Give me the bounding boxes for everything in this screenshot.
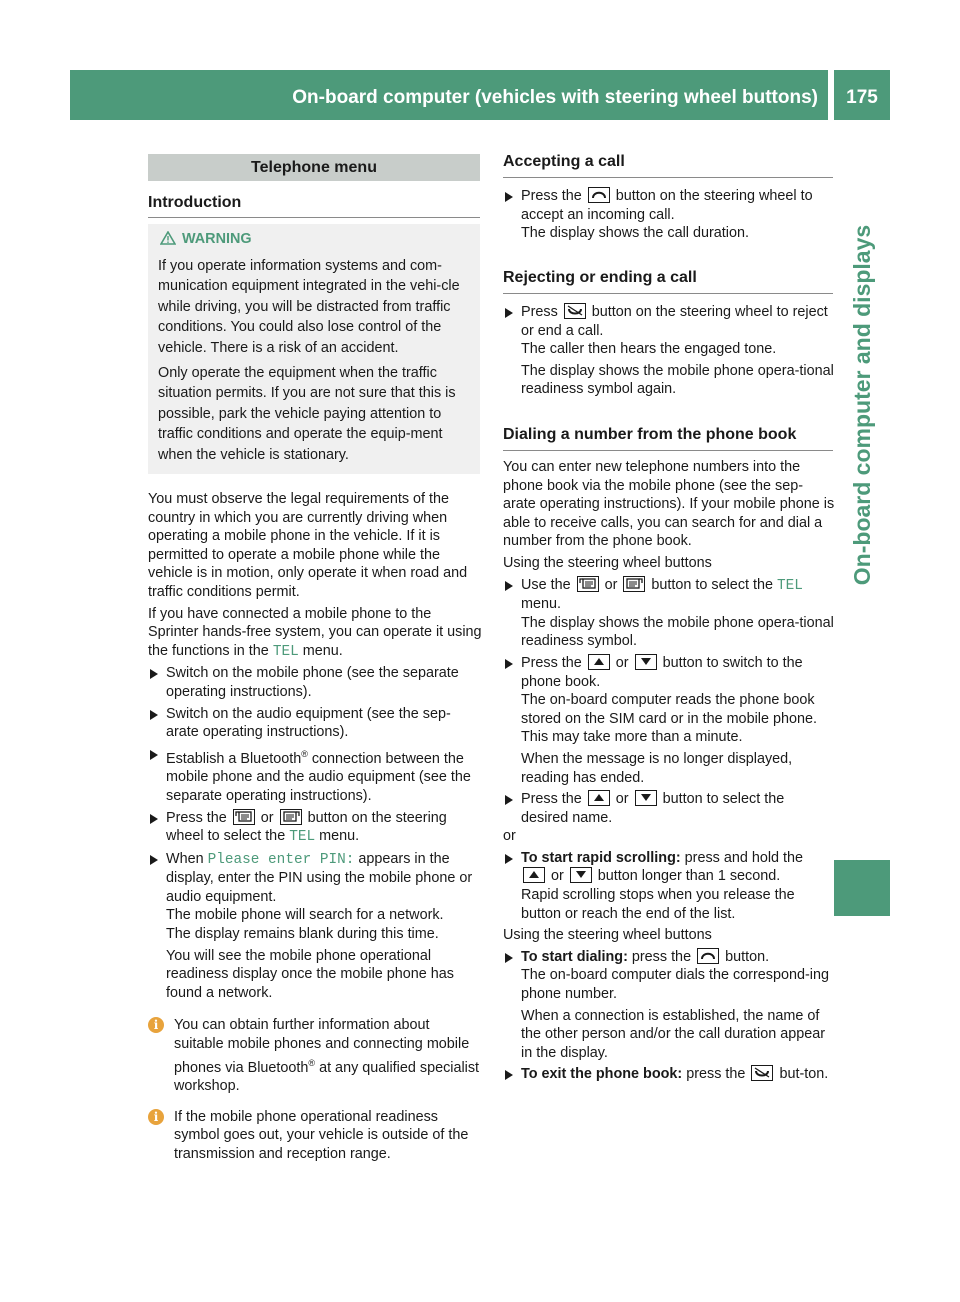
- step-arrow-icon: [505, 308, 513, 318]
- step-text: The display shows the mobile phone opera-tional readiness symbol.: [521, 614, 834, 650]
- step-text: button on the steering wheel to accept an incoming call.: [521, 188, 813, 223]
- step-text: The display shows the mobile phone opera-tional readiness symbol again.: [521, 362, 834, 398]
- instruction-step: [503, 576, 835, 651]
- step-text: Switch on the audio equipment (see the sep-arate operating instructions).: [166, 705, 451, 741]
- section-heading: Telephone menu: [251, 159, 377, 176]
- instruction-step: [148, 850, 482, 1003]
- instruction-step: [503, 849, 835, 923]
- phone-accept-button-icon: [588, 187, 610, 203]
- text: If you have connected a mobile phone to the Sprinter hands-free system, you can operate it using the functions in the: [148, 605, 482, 659]
- left-body: [148, 490, 482, 1164]
- step-text: press the: [631, 948, 692, 965]
- step-arrow-icon: [150, 710, 158, 720]
- info-note: [148, 1108, 482, 1164]
- instruction-step: [503, 1065, 835, 1084]
- heading-rule: [503, 450, 833, 451]
- dial-block: [503, 458, 835, 1084]
- instruction-step: [148, 664, 482, 701]
- step-arrow-icon: [505, 795, 513, 805]
- info-text: at any qualified specialist workshop.: [174, 1059, 480, 1095]
- step-arrow-icon: [150, 669, 158, 679]
- phone-end-button-icon: [751, 1065, 773, 1081]
- step-text: appears in the display, enter the PIN using the mobile phone or audio equipment.: [166, 850, 473, 905]
- step-arrow-icon: [505, 581, 513, 591]
- registered-mark: ®: [308, 1057, 316, 1068]
- step-bold-text: To start rapid scrolling:: [521, 849, 681, 866]
- instruction-step: [148, 809, 482, 847]
- warning-triangle-icon: [160, 231, 176, 245]
- step-text: or: [604, 576, 618, 593]
- up-button-icon: [588, 654, 610, 670]
- warning-paragraph: Only operate the equipment when the traffic situation permits. If you are not sure that this is possible, park the vehicle paying attention to traffic conditions and operate the equip-ment when the vehicle is stationary.: [158, 365, 456, 463]
- phone-accept-button-icon: [697, 948, 719, 964]
- step-text: Press the: [521, 188, 582, 204]
- page-header-title: On-board computer (vehicles with steering wheel buttons): [292, 87, 818, 108]
- instruction-step: [503, 187, 835, 243]
- step-text: Press the: [166, 809, 227, 826]
- intro-heading: Introduction: [148, 194, 242, 211]
- step-text: or: [615, 791, 629, 808]
- step-arrow-icon: [505, 1070, 513, 1080]
- pin-display-text: Please enter PIN:: [207, 851, 355, 868]
- step-text: When: [166, 850, 204, 867]
- step-arrow-icon: [150, 814, 158, 824]
- step-text: The mobile phone will search for a network.: [166, 907, 444, 924]
- step-text: When a connection is established, the name of the other person and/or the call duration appear in the display.: [521, 1007, 826, 1061]
- info-text: If the mobile phone operational readiness symbol goes out, your vehicle is outside of the transmission and reception range.: [174, 1108, 469, 1162]
- instruction-step: [503, 303, 835, 399]
- step-arrow-icon: [150, 750, 158, 760]
- step-text: button to select the desired name.: [521, 791, 785, 826]
- paragraph: You can enter new telephone numbers into the phone book via the mobile phone (see the sep-arate operating instructions). If your mobile phone is able to receive calls, you can search for and dial a number from the phone book.: [503, 459, 835, 550]
- step-text: button longer than 1 second.: [597, 868, 781, 885]
- step-text: You will see the mobile phone operational readiness display once the mobile phone has found a network.: [166, 947, 455, 1001]
- step-text: Press the: [521, 791, 582, 808]
- up-button-icon: [523, 867, 545, 883]
- up-button-icon: [588, 790, 610, 806]
- heading-rule: [503, 293, 833, 294]
- tel-display-text: TEL: [272, 643, 299, 660]
- step-arrow-icon: [505, 192, 513, 202]
- heading-rule: [148, 217, 480, 218]
- info-icon: i: [148, 1109, 164, 1125]
- info-icon: i: [148, 1017, 164, 1033]
- step-arrow-icon: [150, 855, 158, 865]
- step-text: The display shows the call duration.: [521, 225, 749, 242]
- warning-paragraph: If you operate information systems and com-munication equipment integrated in the vehi-cle while driving, you will be distracted from traffic conditions. You could also lose control of the vehicle. There is a risk of an accident.: [158, 258, 460, 356]
- step-bold-text: To start dialing:: [521, 948, 628, 965]
- instruction-step: [148, 745, 482, 806]
- or-separator: or: [503, 828, 516, 845]
- heading-rule: [503, 177, 833, 178]
- step-text: Rapid scrolling stops when you release the button or reach the end of the list.: [521, 887, 795, 922]
- menu-left-button-icon: [577, 576, 599, 592]
- page-number: 175: [834, 70, 890, 120]
- step-arrow-icon: [505, 659, 513, 669]
- warning-body: [158, 256, 474, 470]
- menu-right-button-icon: [280, 809, 302, 825]
- tel-display-text: TEL: [777, 577, 803, 594]
- step-text: connection between the mobile phone and the audio equipment (see the separate operating instructions).: [166, 750, 471, 804]
- menu-left-button-icon: [233, 809, 255, 825]
- step-text: The on-board computer dials the correspond-ing phone number.: [521, 967, 829, 1003]
- accepting-heading: Accepting a call: [503, 153, 625, 170]
- tel-display-text: TEL: [289, 829, 316, 846]
- down-button-icon: [635, 790, 657, 806]
- dialing-heading: Dialing a number from the phone book: [503, 426, 797, 443]
- reject-block: [503, 300, 835, 399]
- step-text: button.: [725, 948, 770, 965]
- down-button-icon: [635, 654, 657, 670]
- paragraph: You must observe the legal requirements of the country in which you are currently driving when operating a mobile phone in the vehicle. If it is permitted to operate a mobile phone while the vehicle is in motion, only operate it when road and traffic conditions permit.: [148, 491, 468, 600]
- step-text: or: [615, 654, 629, 671]
- step-text: The display remains blank during this time.: [166, 926, 439, 943]
- step-text: The on-board computer reads the phone book stored on the SIM card or in the mobile phone. This may take more than a minute.: [521, 692, 817, 746]
- step-text: menu.: [319, 828, 360, 845]
- instruction-step: [148, 705, 482, 742]
- step-text: button to switch to the phone book.: [521, 654, 803, 690]
- step-bold-text: To exit the phone book:: [521, 1066, 683, 1083]
- phone-end-button-icon: [564, 303, 586, 319]
- step-text: When the message is no longer displayed, reading has ended.: [521, 750, 793, 786]
- step-text: Use the: [521, 576, 571, 593]
- down-button-icon: [570, 867, 592, 883]
- accept-block: [503, 184, 835, 243]
- step-text: Press the: [521, 654, 582, 671]
- paragraph: Using the steering wheel buttons: [503, 554, 712, 571]
- step-text: Establish a Bluetooth: [166, 750, 302, 767]
- step-text: Press: [521, 304, 558, 320]
- warning-title: [160, 230, 472, 248]
- step-text: button on the steering wheel to select the: [166, 809, 447, 845]
- step-arrow-icon: [505, 854, 513, 864]
- info-note: [148, 1016, 482, 1095]
- warning-title-text: WARNING: [182, 231, 252, 247]
- step-text: or: [260, 809, 274, 826]
- rejecting-heading: Rejecting or ending a call: [503, 269, 697, 286]
- paragraph: Using the steering wheel buttons: [503, 927, 712, 944]
- step-text: The caller then hears the engaged tone.: [521, 341, 777, 358]
- instruction-step: [503, 654, 835, 787]
- side-tab-marker: [834, 860, 890, 916]
- step-text: but-ton.: [779, 1066, 829, 1083]
- text: menu.: [302, 642, 343, 659]
- step-text: button to select the: [651, 576, 774, 593]
- step-text: Switch on the mobile phone (see the separate operating instructions).: [166, 665, 459, 700]
- step-text: press the: [686, 1066, 746, 1083]
- instruction-step: [503, 790, 835, 827]
- instruction-step: [503, 948, 835, 1063]
- side-tab-label: On-board computer and displays: [849, 224, 875, 586]
- step-text: or: [551, 868, 564, 885]
- registered-mark: ®: [301, 748, 308, 759]
- step-arrow-icon: [505, 953, 513, 963]
- step-text: menu.: [521, 596, 561, 613]
- info-text: You can obtain further information about suitable mobile phones and connecting mobile phones via Bluetooth: [174, 1017, 470, 1076]
- step-text: press and hold the: [684, 849, 804, 866]
- step-text: button on the steering wheel to reject or end a call.: [521, 304, 828, 339]
- menu-right-button-icon: [623, 576, 645, 592]
- paragraph: [148, 605, 482, 662]
